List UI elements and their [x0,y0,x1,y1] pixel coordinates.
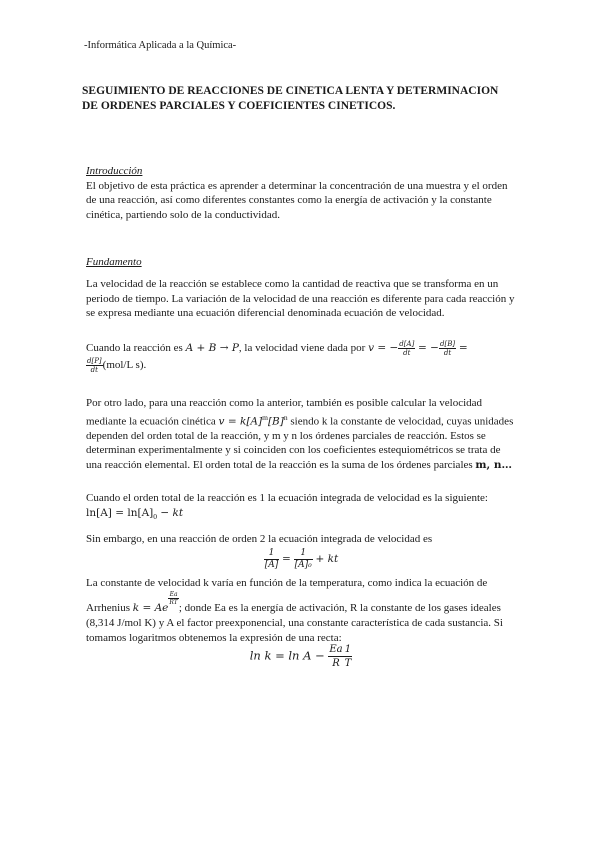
page-header: -Informática Aplicada a la Química- [84,40,237,51]
p3-orders: m, n… [475,458,512,471]
p7-num: Ea [329,644,343,655]
p6-text-a: La constante de velocidad k varía en función de la temperatura, como indica la ecuación de Arrhenius [86,577,488,614]
p6-exponent [168,591,178,606]
dP-fraction [86,357,103,374]
p7-frac1 [328,643,343,670]
dA-den: dt [403,349,411,357]
intro-text: El objetivo de esta práctica es aprender a determinar la concentración de una muestra y el orden de una reacción, así como diferentes constantes como la energía de activación y la constante cinética, partiendo solo de la conductividad. [86,179,508,221]
p5-num1: 1 [264,548,280,560]
p2-text-a: Cuando la reacción es [86,342,183,355]
p2-velocity: v = − [368,342,399,355]
p7-frac2 [344,643,353,670]
p5-text: Sin embargo, en una reacción de orden 2 la ecuación integrada de velocidad es [86,533,433,545]
fundamento-heading-block [86,255,516,270]
p2-text-b: , la velocidad viene dada por [238,342,366,355]
p3-exp-n: n [283,412,288,422]
p6-exp-num: Ea [169,591,178,598]
fundamento-p3 [86,396,516,472]
p6-exp-den: RT [169,599,178,606]
dA-num: d[A] [399,340,415,348]
p3-text-a: Por otro lado, para una reacción como la anterior, también es posible calcular la velocidad mediante la ecuación cinética [86,397,483,428]
fundamento-p1: La velocidad de la reacción se establece como la cantidad de reactiva que se transforma en un periodo de tiempo. La variación de la velocidad de una reacción es diferente para cada reacción y se expresa mediante una ecuación diferencial denominada ecuación de velocidad. [86,278,515,319]
p4-text: Cuando el orden total de la reacción es 1 la ecuación integrada de velocidad es la siguiente: [86,492,488,504]
dP-den: dt [90,366,98,375]
p2-units: (mol/L s). [102,359,147,372]
p2-reaction: A + B → P [185,342,239,355]
dB-fraction [439,340,456,357]
p7-num2: 1 [344,644,352,655]
p3-B: [B] [267,415,284,428]
p7-lhs: ln k = ln A − [249,648,325,663]
p4-eq-sub: 0 [153,511,158,521]
p3-exp-m: m [262,412,268,422]
p3-text-b: siendo k la constante de velocidad, cuyas unidades dependen del orden total de la reacción, y m y n los órdenes parciales de reacción. Estos se determinan experimentalmente y si coinciden con los coeficientes estequiométricos se trata de una reacción elemental. El orden total de la reacción es la suma de los órdenes parciales [86,415,514,471]
p4-equation: ln[A] = ln[A] [86,506,154,519]
p4-equation-tail: − kt [157,506,184,519]
dB-den: dt [443,349,452,357]
p5-tail: + kt [315,552,339,565]
p6-equation: k = Ae [132,602,169,614]
p5-equation: $\frac{1}{[A]}$ = $\frac{1}{\text{[A]₀}}$ + kt [264,547,339,570]
p5-frac2 [294,548,313,571]
p5-frac1 [264,548,280,571]
intro-section [86,164,516,222]
dB-num: d[B] [439,340,456,348]
dA-fraction [398,340,415,357]
fundamento-p2: Cuando la reacción es A + B → P, la velocidad viene dada por v = − $\frac{d[A]}{dt}$ = − $\frac{d[B]}{dt}$ = $\frac{d[P]}{dt}$ (mol/L s). [86,340,468,375]
p7-den2: T [344,658,352,669]
fundamento-heading: Fundamento [86,256,142,268]
intro-heading: Introducción [86,165,143,177]
p5-den1: [A] [264,559,279,570]
p6-text-b: ; donde Ea es la energía de activación, R la constante de los gases ideales (8,314 J/mol K) y A el factor preexponencial, una constante característica de cada sustancia. Si tomamos logaritmos obtenemos la expresión de una recta: [86,602,503,644]
fundamento-p4 [86,491,516,524]
dP-num: d[P] [87,357,102,366]
p7-den: R [332,658,340,669]
p5-den2: [A]₀ [294,559,312,570]
fundamento-p6 [86,576,516,646]
fundamento-p7-equation [86,643,516,670]
p3-equation: v = k[A] [218,415,263,428]
p5-num2: 1 [294,548,313,560]
fundamento-p5 [86,532,516,571]
document-title: SEGUIMIENTO DE REACCIONES DE CINETICA LENTA Y DETERMINACION DE ORDENES PARCIALES Y COEFICIENTES CINETICOS. [82,85,499,112]
